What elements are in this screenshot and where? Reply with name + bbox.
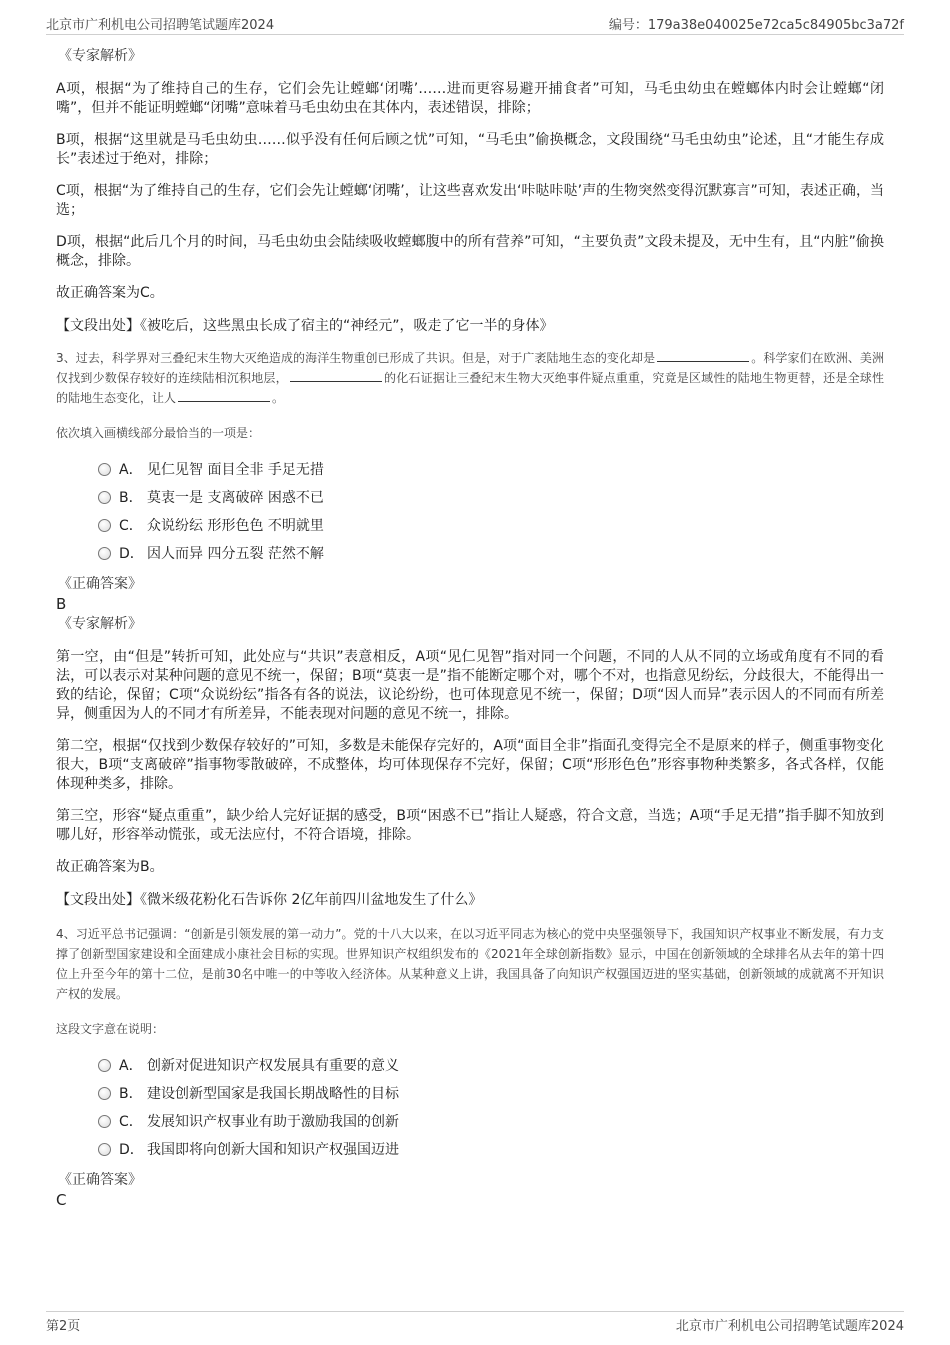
- q3-conclusion: 故正确答案为B。: [56, 859, 164, 875]
- q3-stem: 3、过去，科学界对三叠纪末生物大灭绝造成的海洋生物重创已形成了共识。但是，对于广袤陆地生态的变化却是 。科学家们在欧洲、美洲仅找到少数保存较好的连续陆相沉积地层， 的化石证据让三叠纪末生物大灭绝事件疑点重重，究竟是区域性的陆地生物更替，还是全球性的陆地生态变化，让人 。: [56, 351, 884, 405]
- page-header: [46, 12, 904, 35]
- radio-icon[interactable]: [98, 1143, 111, 1156]
- q2-source: 【文段出处】《被吃后，这些黑虫长成了宿主的“神经元”，吸走了它一半的身体》: [56, 318, 554, 334]
- q2-analysis-c: C项，根据“为了维持自己的生存，它们会先让螳螂‘闭嘴’，让这些喜欢发出‘咔哒咔哒’声的生物突然变得沉默寡言”可知，表述正确，当选；: [56, 183, 884, 218]
- q3-analysis-3: 第三空，形容“疑点重重”，缺少给人完好证据的感受，B项“困惑不已”指让人疑惑，符合文意，当选；A项“手足无措”指手脚不知放到哪儿好，形容举动慌张，或无法应付，不符合语境，排除。: [56, 808, 884, 843]
- radio-icon[interactable]: [98, 463, 111, 476]
- q3-option-c[interactable]: C． 众说纷纭 形形色色 不明就里: [98, 512, 884, 540]
- q4-options: [98, 1052, 884, 1164]
- q2-analysis-label: 《专家解析》: [58, 48, 142, 64]
- radio-icon[interactable]: [98, 1087, 111, 1100]
- page-footer: [46, 1311, 904, 1334]
- q2-conclusion: 故正确答案为C。: [56, 285, 164, 301]
- header-title: 北京市广利机电公司招聘笔试题库2024: [46, 18, 275, 33]
- q3-answer-label: 《正确答案》: [58, 576, 142, 592]
- radio-icon[interactable]: [98, 491, 111, 504]
- q3-answer: B: [56, 595, 67, 613]
- page-number: 第2页: [46, 1319, 81, 1334]
- fill-blank-1: [657, 349, 749, 362]
- footer-title: 北京市广利机电公司招聘笔试题库2024: [675, 1319, 904, 1334]
- document-id: 编号：179a38e040025e72ca5c84905bc3a72f: [608, 18, 904, 33]
- q2-analysis-d: D项，根据“此后几个月的时间，马毛虫幼虫会陆续吸收螳螂腹中的所有营养”可知，“主要负责”文段未提及，无中生有，且“内脏”偷换概念，排除。: [56, 234, 884, 269]
- radio-icon[interactable]: [98, 519, 111, 532]
- q3-prompt: 依次填入画横线部分最恰当的一项是：: [56, 426, 261, 440]
- q3-option-d[interactable]: D． 因人而异 四分五裂 茫然不解: [98, 540, 884, 568]
- radio-icon[interactable]: [98, 1059, 111, 1072]
- q4-answer-label: 《正确答案》: [58, 1172, 142, 1188]
- q4-option-c[interactable]: C． 发展知识产权事业有助于激励我国的创新: [98, 1108, 884, 1136]
- q3-analysis-1: 第一空，由“但是”转折可知，此处应与“共识”表意相反，A项“见仁见智”指对同一个问题，不同的人从不同的立场或角度有不同的看法，可以表示对某种问题的意见不统一，保留；B项“莫衷一是”指不能断定哪个对，哪个不对，也指意见纷纭，分歧很大，不能得出一致的结论，保留；C项“众说纷纭”指各有各的说法，议论纷纷，也可体现意见不统一，保留；D项“因人而异”表示因人的不同而有所差异，侧重因为人的不同才有所差异，不能表现对问题的意见不统一，排除。: [56, 649, 884, 722]
- q4-stem: 4、习近平总书记强调：“创新是引领发展的第一动力”。党的十八大以来，在以习近平同志为核心的党中央坚强领导下，我国知识产权事业不断发展，有力支撑了创新型国家建设和全面建成小康社会目标的实现。世界知识产权组织发布的《2021年全球创新指数》显示，中国在创新领域的全球排名从去年的第十四位上升至今年的第十二位，是前30名中唯一的中等收入经济体。从某种意义上讲，我国具备了向知识产权强国迈进的坚实基础，创新领域的成就离不开知识产权的发展。: [56, 927, 884, 1001]
- q4-option-b[interactable]: B． 建设创新型国家是我国长期战略性的目标: [98, 1080, 884, 1108]
- radio-icon[interactable]: [98, 1115, 111, 1128]
- q4-answer: C: [56, 1191, 67, 1209]
- q3-analysis-2: 第二空，根据“仅找到少数保存较好的”可知，多数是未能保存完好的，A项“面目全非”指面孔变得完全不是原来的样子，侧重事物变化很大，B项“支离破碎”指事物零散破碎，不成整体，均可体现保存不完好，保留；C项“形形色色”形容事物种类繁多，各式各样，仅能体现种类多，排除。: [56, 738, 884, 792]
- fill-blank-2: [290, 369, 382, 382]
- q3-source: 【文段出处】《微米级花粉化石告诉你 2亿年前四川盆地发生了什么》: [56, 892, 483, 908]
- q4-prompt: 这段文字意在说明：: [56, 1022, 165, 1036]
- radio-icon[interactable]: [98, 547, 111, 560]
- q2-analysis-b: B项，根据“这里就是马毛虫幼虫……似乎没有任何后顾之忧”可知，“马毛虫”偷换概念，文段围绕“马毛虫幼虫”论述，且“才能生存成长”表述过于绝对，排除；: [56, 132, 884, 167]
- page-content: [56, 46, 884, 1210]
- q3-option-a[interactable]: A． 见仁见智 面目全非 手足无措: [98, 456, 884, 484]
- q4-option-a[interactable]: A． 创新对促进知识产权发展具有重要的意义: [98, 1052, 884, 1080]
- q3-option-b[interactable]: B． 莫衷一是 支离破碎 困惑不已: [98, 484, 884, 512]
- q3-options: [98, 456, 884, 568]
- fill-blank-3: [178, 389, 270, 402]
- q2-analysis-a: A项，根据“为了维持自己的生存，它们会先让螳螂‘闭嘴’……进而更容易避开捕食者”可知，马毛虫幼虫在螳螂体内时会让螳螂“闭嘴”，但并不能证明螳螂“闭嘴”意味着马毛虫幼虫在其体内，表述错误，排除；: [56, 81, 884, 116]
- q3-analysis-label: 《专家解析》: [58, 616, 142, 632]
- q4-option-d[interactable]: D． 我国即将向创新大国和知识产权强国迈进: [98, 1136, 884, 1164]
